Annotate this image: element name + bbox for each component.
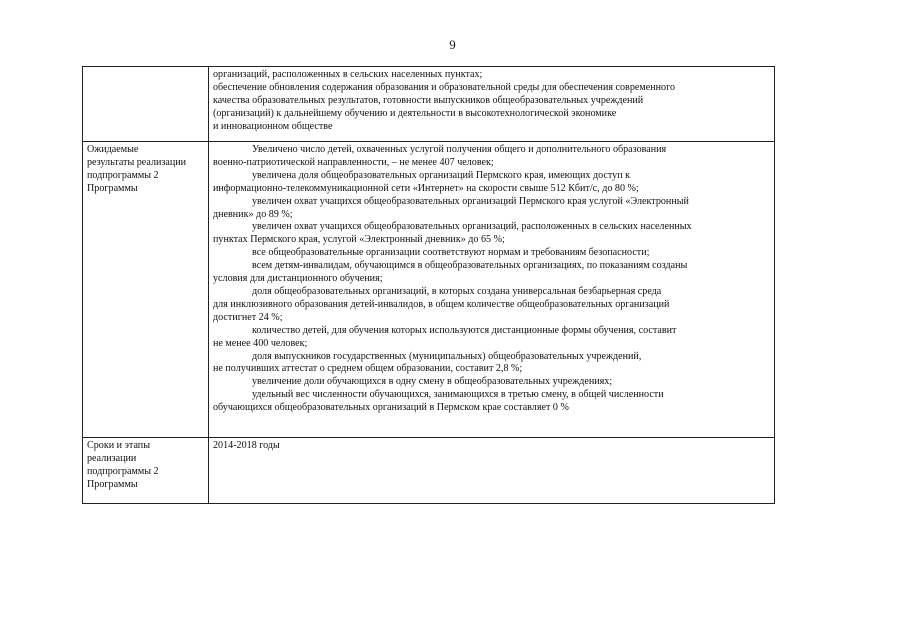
subprogram-passport-table	[82, 66, 775, 504]
text-line: не получивших аттестат о среднем общем образовании, составит 2,8 %;	[213, 363, 523, 375]
page-number: 9	[449, 37, 456, 52]
table-row-terms	[83, 438, 775, 504]
text-line: обеспечение обновления содержания образования и образовательной среды для обеспечения современного	[213, 81, 676, 93]
text-line: увеличен охват учащихся общеобразовательных организаций Пермского края услугой «Электронный	[252, 195, 689, 207]
label-line: Сроки и этапы	[87, 440, 150, 451]
text-line: обучающихся общеобразовательных организаций в Пермском крае составляет 0 %	[213, 402, 569, 414]
label-line: подпрограммы 2	[87, 169, 159, 181]
text-line: и инновационном обществе	[213, 120, 333, 132]
text-line: все общеобразовательные организации соответствуют нормам и требованиям безопасности;	[252, 247, 650, 259]
label-line: Программы	[87, 478, 138, 490]
text-line: увеличение доли обучающихся в одну смену в общеобразовательных учреждениях;	[252, 376, 613, 388]
row-label-terms	[83, 438, 209, 504]
table-row-expected-results	[83, 142, 775, 438]
text-line: организаций, расположенных в сельских населенных пунктах;	[213, 69, 483, 80]
text-line: дневник» до 89 %;	[213, 208, 293, 220]
row-content-terms	[209, 438, 775, 504]
label-line: подпрограммы 2	[87, 465, 159, 477]
text-line: увеличена доля общеобразовательных организаций Пермского края, имеющих доступ к	[252, 169, 631, 181]
text-line: качества образовательных результатов, готовности выпускников общеобразовательных учреждений	[213, 94, 644, 106]
text-line: Увеличено число детей, охваченных услугой получения общего и дополнительного образования	[252, 144, 667, 155]
text-line: военно-патриотической направленности, – не менее 407 человек;	[213, 156, 494, 168]
text-line: для инклюзивного образования детей-инвалидов, в общем количестве общеобразовательных организаций	[213, 298, 670, 310]
label-line: реализации	[87, 452, 137, 464]
terms-value: 2014-2018 годы	[213, 440, 280, 451]
text-line: всем детям-инвалидам, обучающимся в общеобразовательных организациях, по показаниям созданы	[252, 260, 688, 272]
text-line: увеличен охват учащихся общеобразовательных организаций, расположенных в сельских населенных	[252, 221, 692, 233]
text-line: удельный вес численности обучающихся, занимающихся в третью смену, в общей численности	[252, 389, 664, 401]
row-label-expected-results	[83, 142, 209, 438]
text-line: условия для дистанционного обучения;	[213, 273, 383, 285]
label-line: Ожидаемые	[87, 144, 139, 155]
text-line: количество детей, для обучения которых используются дистанционные формы обучения, составит	[252, 324, 677, 336]
label-line: результаты реализации	[87, 156, 187, 168]
text-line: пунктах Пермского края, услугой «Электронный дневник» до 65 %;	[213, 234, 505, 246]
table-row-continuation	[83, 67, 775, 142]
text-line: доля выпускников государственных (муниципальных) общеобразовательных учреждений,	[252, 350, 642, 362]
text-line: не менее 400 человек;	[213, 337, 308, 349]
label-line: Программы	[87, 182, 138, 194]
text-line: достигнет 24 %;	[213, 311, 283, 323]
row-content-expected-results	[209, 142, 775, 438]
text-line: доля общеобразовательных организаций, в которых создана универсальная безбарьерная среда	[252, 285, 662, 297]
text-line: (организаций) к дальнейшему обучению и деятельности в высокотехнологической экономике	[213, 107, 617, 119]
row-content-continuation	[209, 67, 775, 142]
text-line: информационно-телекоммуникационной сети «Интернет» на скорости свыше 512 Кбит/с, до 80 %;	[213, 182, 639, 194]
row-label-empty	[83, 67, 209, 142]
